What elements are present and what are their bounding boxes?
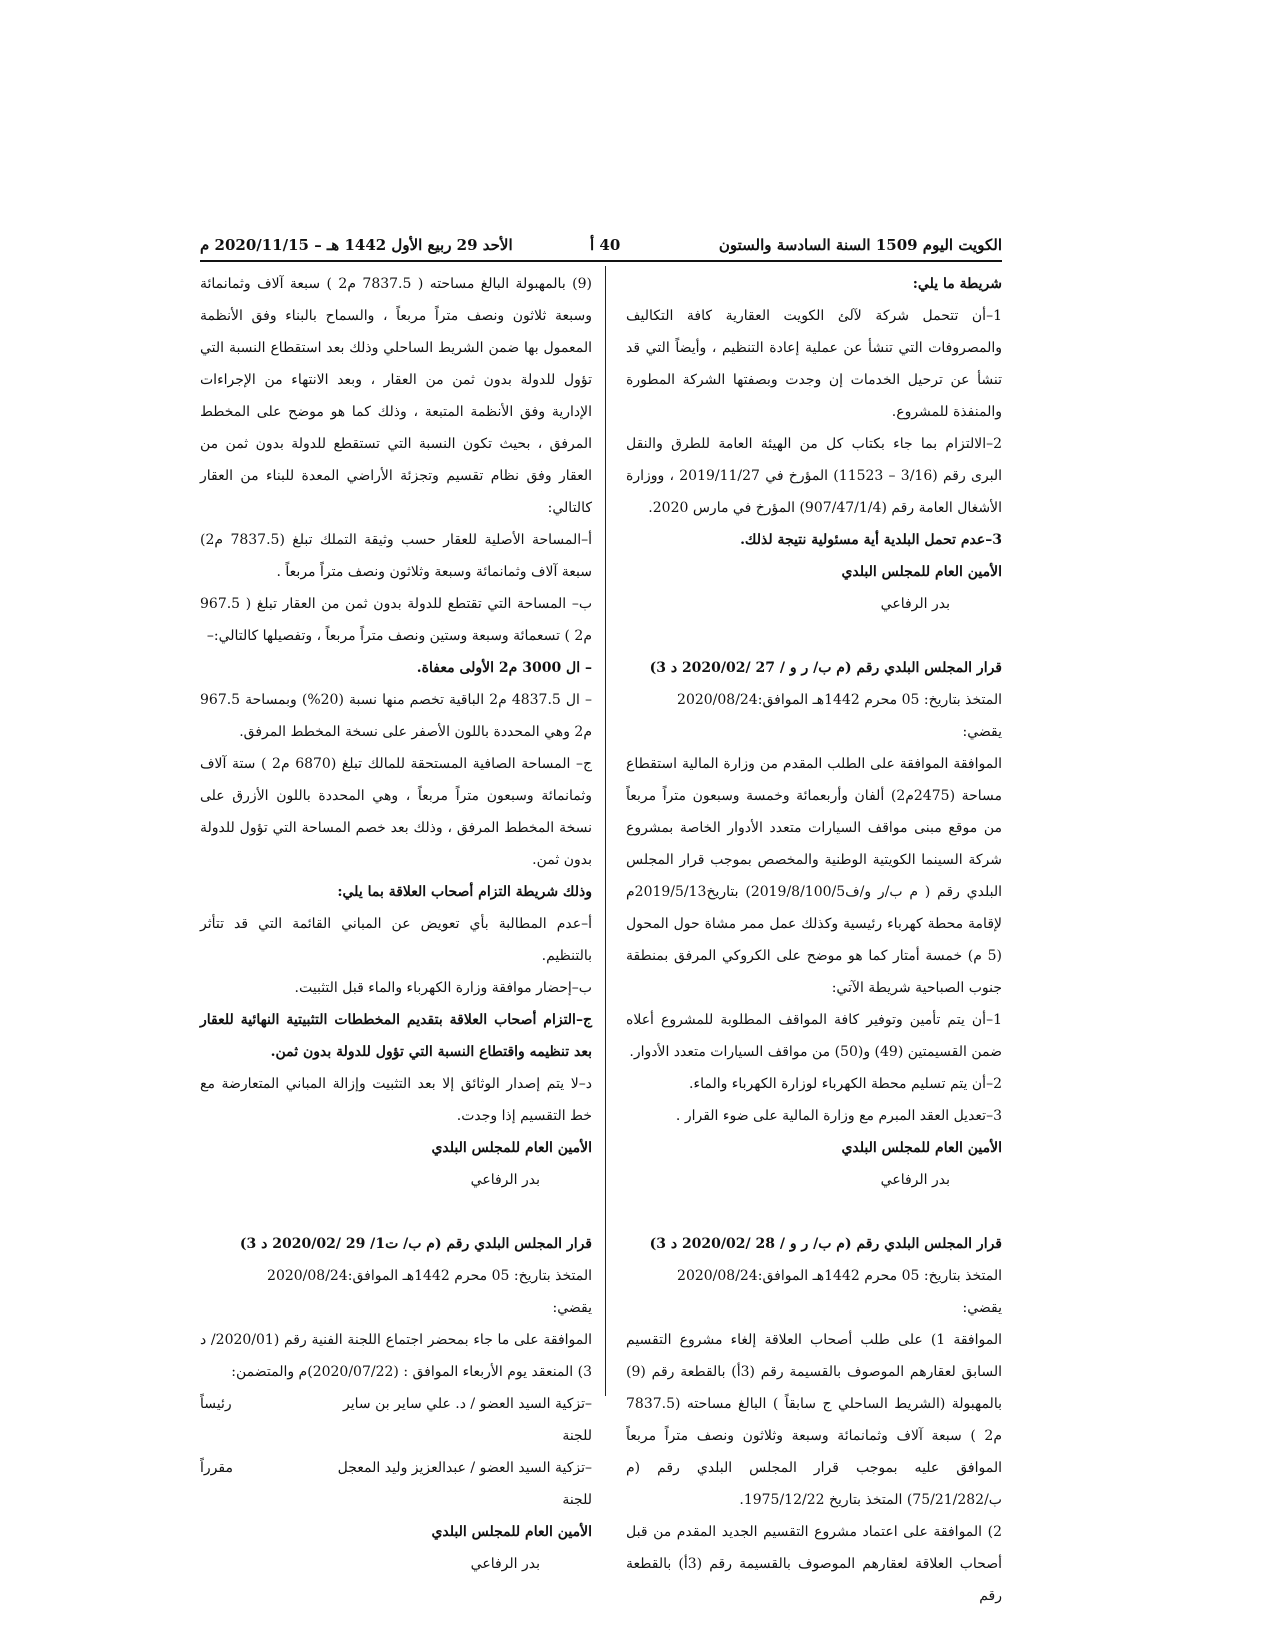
continuation-paragraph: (9) بالمهبولة البالغ مساحته ( 7837.5 م2 ) سبعة آلاف وثمانمائة وسبعة ثلاثون ونصف متراً مربعاً ، والسماح بالبناء وفق الأنظمة المعمول بها ضمن الشريط الساحلي وذلك بعد استقطاع النسبة التي تؤول للدولة بدون ثمن من العقار ، وبعد الانتهاء من الإجراءات الإدارية وفق الأنظمة المتبعة ، وذلك كما هو موضح على المخطط المرفق ، بحيث تكون النسبة التي تستقطع للدولة بدون ثمن من العقار وفق نظام تقسيم وتجزئة الأراضي المعدة للبناء من العقار كالتالي: bbox=[200, 276, 592, 516]
area-item: أ–المساحة الأصلية للعقار حسب وثيقة التملك تبلغ (7837.5 م2) سبعة آلاف وثمانمائة وسبعة وثلاثون ونصف متراً مربعاً . bbox=[200, 532, 593, 580]
committee-role: مقرراً bbox=[200, 1460, 233, 1476]
condition-item: 3–عدم تحمل البلدية أية مسئولية نتيجة لذلك. bbox=[740, 532, 1002, 548]
decision-item: الموافقة 1) على طلب أصحاب العلاقة إلغاء مشروع التقسيم السابق لعقارهم الموصوف بالقسيمة رقم (3أ) بالقطعة رقم (9) بالمهبولة (الشريط الساحلي ج سابقاً ) البالغ مساحته (7837.5 م2 ) سبعة آلاف وثمانمائة وسبعة وثلاثون ونصف متراً مربعاً الموافق عليه بموجب قرار المجلس البلدي رقم (م ب/75/21/282) المتخذ بتاريخ 1975/12/22. bbox=[626, 1332, 1002, 1508]
committee-member: –تزكية السيد العضو / عبدالعزيز وليد المعجل bbox=[337, 1460, 592, 1476]
signature-name: بدر الرفاعي bbox=[880, 596, 950, 612]
decision-item: 1–أن يتم تأمين وتوفير كافة المواقف المطلوبة للمشروع أعلاه ضمن القسيمتين (49) و(50) من مواقف السيارات متعدد الأدوار. bbox=[626, 1012, 1002, 1060]
spacer bbox=[200, 1196, 592, 1228]
conditions-intro: شريطة ما يلي: bbox=[912, 276, 1002, 292]
decision-body: الموافقة على ما جاء بمحضر اجتماع اللجنة الفنية رقم (2020/01/ د 3) المنعقد يوم الأربعاء الموافق : (2020/07/22)م والمتضمن: bbox=[200, 1332, 593, 1380]
signature-name: بدر الرفاعي bbox=[880, 1172, 950, 1188]
page-number: 40 أ bbox=[590, 236, 621, 254]
signature-title: الأمين العام للمجلس البلدي bbox=[431, 1140, 592, 1156]
committee-tail: للجنة bbox=[562, 1492, 592, 1508]
committee-role: رئيساً bbox=[200, 1396, 232, 1412]
signature-title: الأمين العام للمجلس البلدي bbox=[431, 1524, 592, 1540]
signature-name: بدر الرفاعي bbox=[470, 1172, 540, 1188]
column-divider bbox=[605, 266, 606, 1396]
decision-rules-label: يقضي: bbox=[962, 1300, 1002, 1316]
condition-item: 2–الالتزام بما جاء بكتاب كل من الهيئة العامة للطرق والنقل البرى رقم (3/16 – 11523) المؤرخ في 2019/11/27 ، ووزارة الأشغال العامة رقم (907/47/1/4) المؤرخ في مارس 2020. bbox=[626, 436, 1003, 516]
decision-date: المتخذ بتاريخ: 05 محرم 1442هـ الموافق:2020/08/24 bbox=[267, 1268, 592, 1284]
issue-date: الأحد 29 ربيع الأول 1442 هـ – 2020/11/15 م bbox=[200, 236, 513, 254]
committee-member-row bbox=[200, 1452, 592, 1484]
area-item: – ال 4837.5 م2 الباقية تخصم منها نسبة (20%) وبمساحة 967.5 م2 وهي المحددة باللون الأصفر على نسخة المخطط المرفق. bbox=[200, 692, 592, 740]
page-header bbox=[200, 236, 1002, 262]
gazette-issue: الكويت اليوم 1509 السنة السادسة والستون bbox=[718, 236, 1002, 254]
obligation-item: ج–التزام أصحاب العلاقة بتقديم المخططات التثبيتية النهائية للعقار بعد تنظيمه واقتطاع النسبة التي تؤول للدولة بدون ثمن. bbox=[200, 1012, 592, 1060]
obligation-item: ب–إحضار موافقة وزارة الكهرباء والماء قبل التثبيت. bbox=[294, 980, 592, 996]
committee-tail: للجنة bbox=[562, 1428, 592, 1444]
decision-item: 3–تعديل العقد المبرم مع وزارة المالية على ضوء القرار . bbox=[675, 1108, 1002, 1124]
left-column bbox=[200, 268, 592, 1580]
obligations-intro: وذلك شريطة التزام أصحاب العلاقة بما يلي: bbox=[337, 884, 592, 900]
committee-member-row bbox=[200, 1388, 592, 1420]
signature-title: الأمين العام للمجلس البلدي bbox=[841, 1140, 1002, 1156]
decision-rules-label: يقضي: bbox=[552, 1300, 592, 1316]
decision-date: المتخذ بتاريخ: 05 محرم 1442هـ الموافق:2020/08/24 bbox=[677, 1268, 1002, 1284]
decision-item: 2) الموافقة على اعتماد مشروع التقسيم الجديد المقدم من قبل أصحاب العلاقة لعقارهم الموصوف بالقسيمة رقم (3أ) بالقطعة رقم bbox=[626, 1524, 1002, 1604]
obligation-item: د–لا يتم إصدار الوثائق إلا بعد التثبيت وإزالة المباني المتعارضة مع خط التقسيم إذا وجدت. bbox=[200, 1076, 592, 1124]
decision-date: المتخذ بتاريخ: 05 محرم 1442هـ الموافق:2020/08/24 bbox=[677, 692, 1002, 708]
decision-title: قرار المجلس البلدي رقم (م ب/ ر و / 27 /2020/02 د 3) bbox=[649, 660, 1002, 676]
right-column bbox=[626, 268, 1002, 1612]
committee-member: –تزكية السيد العضو / د. علي ساير بن ساير bbox=[343, 1396, 592, 1412]
area-item: ب– المساحة التي تقتطع للدولة بدون ثمن من العقار تبلغ ( 967.5 م2 ) تسعمائة وسبعة وستين ونصف متراً مربعاً ، وتفصيلها كالتالي:– bbox=[200, 596, 592, 644]
area-item: – ال 3000 م2 الأولى معفاة. bbox=[416, 660, 592, 676]
decision-title: قرار المجلس البلدي رقم (م ب/ ت1/ 29 /2020/02 د 3) bbox=[239, 1236, 592, 1252]
decision-body: الموافقة الموافقة على الطلب المقدم من وزارة المالية استقطاع مساحة (2475م2) ألفان وأربعمائة وخمسة وسبعون متراً مربعاً من موقع مبنى مواقف السيارات متعدد الأدوار الخاصة بمشروع شركة السينما الكويتية الوطنية والمخصص بموجب قرار المجلس البلدي رقم ( م ب/ر و/ف2019/8/100/5) بتاريخ2019/5/13م لإقامة محطة كهرباء رئيسية وكذلك عمل ممر مشاة حول المحول (5 م) خمسة أمتار كما هو موضح على الكروكي المرفق بمنطقة جنوب الصباحية شريطة الآتي: bbox=[626, 756, 1002, 996]
signature-name: بدر الرفاعي bbox=[470, 1556, 540, 1572]
condition-item: 1–أن تتحمل شركة لآلئ الكويت العقارية كافة التكاليف والمصروفات التي تنشأ عن عملية إعادة التنظيم ، وأيضاً التي قد تنشأ عن ترحيل الخدمات إن وجدت وبصفتها الشركة المطورة والمنفذة للمشروع. bbox=[626, 308, 1002, 420]
spacer bbox=[626, 620, 1002, 652]
area-item: ج– المساحة الصافية المستحقة للمالك تبلغ (6870 م2 ) ستة آلاف وثمانمائة وسبعون متراً مربعاً ، وهي المحددة باللون الأزرق على نسخة المخطط المرفق ، وذلك بعد خصم المساحة التي تؤول للدولة بدون ثمن. bbox=[200, 756, 592, 868]
decision-item: 2–أن يتم تسليم محطة الكهرباء لوزارة الكهرباء والماء. bbox=[689, 1076, 1002, 1092]
decision-title: قرار المجلس البلدي رقم (م ب/ ر و / 28 /2020/02 د 3) bbox=[649, 1236, 1002, 1252]
decision-rules-label: يقضي: bbox=[962, 724, 1002, 740]
obligation-item: أ–عدم المطالبة بأي تعويض عن المباني القائمة التي قد تتأثر بالتنظيم. bbox=[200, 916, 592, 964]
signature-title: الأمين العام للمجلس البلدي bbox=[841, 564, 1002, 580]
spacer bbox=[626, 1196, 1002, 1228]
